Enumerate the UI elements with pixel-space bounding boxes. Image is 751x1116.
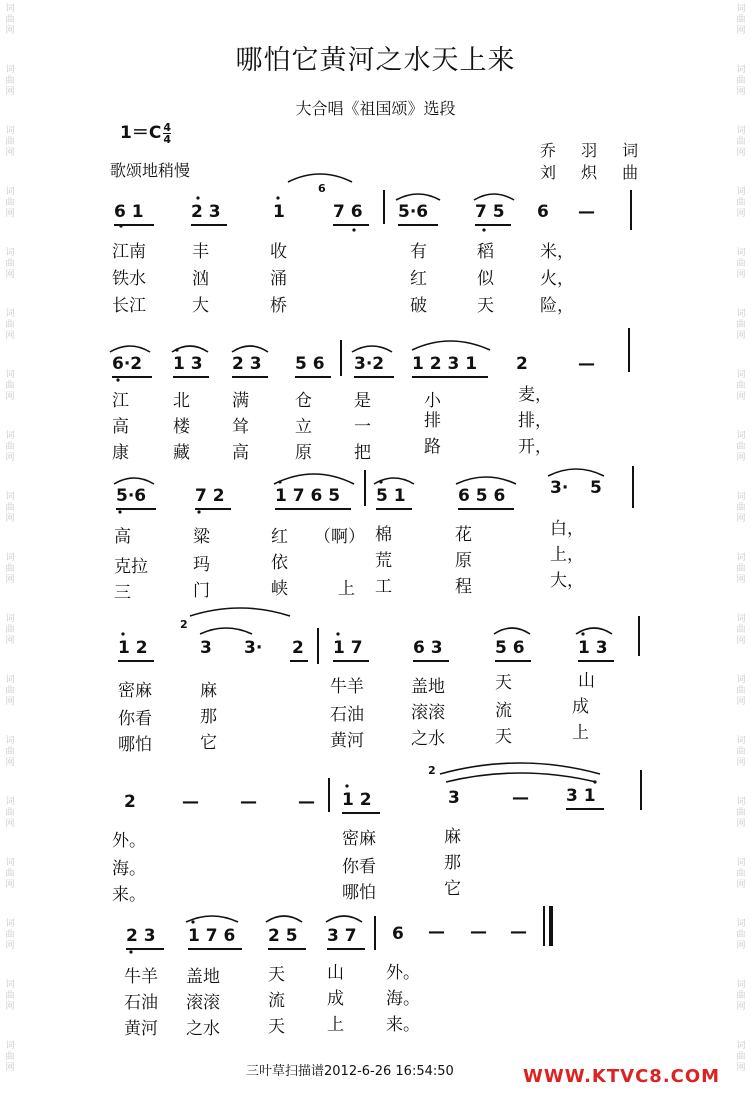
note-group: 5 6 [495,638,525,658]
time-top: 4 [163,120,171,134]
dash: — [182,792,199,812]
watermark-mark: 词 曲 网 [736,919,746,951]
dash: — [512,788,529,808]
underline [290,660,308,662]
watermark-mark: 词 曲 网 [5,492,15,524]
slur [266,916,302,922]
underline [413,660,449,662]
lyric: 火， [540,269,574,289]
lyric: 外。 [386,963,420,983]
slur [190,608,290,616]
slur [440,763,600,774]
tempo-marking: 歌颂地稍慢 [110,161,191,180]
lyric: 天 [495,727,512,747]
lyric: 黄河 [124,1019,158,1039]
note-group: 2 [516,354,528,374]
octave-dot [118,510,121,513]
underline [268,948,306,950]
underline [333,660,369,662]
slur [396,194,440,200]
lyric: 高 [114,527,131,547]
underline [112,376,152,378]
underline [342,812,380,814]
composer-credit: 刘 炽 曲 [540,163,649,182]
octave-dot [336,632,339,635]
lyric: 牛羊 [124,967,158,987]
slur [412,341,490,350]
lyric: 长江 [112,296,146,316]
note-group: 1 3 [578,638,608,658]
underline [191,224,227,226]
underline [232,376,268,378]
lyric: 排 [424,411,441,431]
lyric: 工 [375,577,392,597]
note-group: 1 3 [173,354,203,374]
barline [383,190,385,224]
dash: — [428,922,445,942]
note-group: 7 6 [333,202,363,222]
lyric: 黄河 [330,731,364,751]
dash: — [298,792,315,812]
page-title: 哪怕它黄河之水天上来 [235,45,516,76]
slur [494,628,530,634]
lyric: 盖地 [411,677,445,697]
slur [186,916,238,922]
watermark-mark: 词 曲 网 [5,1041,15,1073]
lyric: 海。 [112,859,146,879]
note-group: 3 1 [566,786,596,806]
lyric: 依 [271,553,288,573]
lyric: 玛 [193,555,210,575]
lyric: 收 [270,242,287,262]
lyric: 高 [112,417,129,437]
lyric: 桥 [270,296,287,316]
watermark-mark: 词 曲 网 [736,309,746,341]
slur [352,346,392,352]
note-group: 6 5 6 [458,486,506,506]
lyric: 险， [540,296,574,316]
lyric: 康 [112,443,129,463]
lyric: 牛羊 [330,677,364,697]
lyric: 把 [354,443,371,463]
watermark-mark: 词 曲 网 [5,248,15,280]
barline [317,628,319,664]
octave-dot [175,348,178,351]
underline [578,660,614,662]
watermark-mark: 词 曲 网 [736,675,746,707]
note-group: 6 [392,924,404,944]
lyric: 上 [572,723,589,743]
dash: — [578,202,595,222]
note-group: 2 3 [191,202,221,222]
barline [640,770,642,810]
lyric: 白， [550,519,584,539]
note-group: 5 1 [376,486,406,506]
lyric: 上， [550,545,584,565]
slur [374,478,414,484]
lyric: 原 [295,443,312,463]
lyric: 那 [200,707,217,727]
underline [495,660,531,662]
lyric: 麦， [518,385,552,405]
watermark-mark: 词 曲 网 [736,980,746,1012]
lyric: 粱 [193,527,210,547]
lyric: 一 [354,417,371,437]
lyric: 密麻 [342,829,376,849]
octave-dot [379,480,382,483]
lyric: 成 [572,697,589,717]
note-group: 1 7 6 5 [275,486,341,506]
lyric: 山 [578,671,595,691]
watermark-mark: 词 曲 网 [5,858,15,890]
slur [232,346,268,352]
note-group: 3·2 [354,354,385,374]
lyric: 峡 [271,579,288,599]
octave-dot [593,780,596,783]
note-group: 2 [292,638,304,658]
underline [173,376,209,378]
lyric: 滚滚 [411,703,445,723]
lyric: 麻 [444,827,461,847]
lyric: 似 [477,269,494,289]
lyric: 江南 [112,242,146,262]
key-label: 1＝C [120,123,162,143]
watermark-mark: 词 曲 网 [5,65,15,97]
note-group: 7 2 [195,486,225,506]
watermark-mark: 词 曲 网 [736,65,746,97]
lyric: 之水 [186,1019,220,1039]
note-group: 1 [273,202,285,222]
lyric: 汹 [192,269,209,289]
scan-credit: 三叶草扫描谱2012-6-26 16:54:50 [246,1064,454,1079]
slur [548,469,604,476]
lyric: 密麻 [118,681,152,701]
barline [364,470,366,506]
underline [475,224,511,226]
note-group: 5 [590,478,602,498]
watermark-mark: 词 曲 网 [736,797,746,829]
watermark-mark: 词 曲 网 [736,187,746,219]
lyric: 稻 [477,242,494,262]
barline [340,340,342,376]
octave-dot [482,228,485,231]
octave-dot [116,378,119,381]
octave-dot [191,920,194,923]
lyric: 仓 [295,391,312,411]
octave-dot [345,784,348,787]
lyric: 原 [455,551,472,571]
lyric: 你看 [118,709,152,729]
watermark-mark: 词 曲 网 [5,4,15,36]
note-group: 6·2 [112,354,143,374]
note-group: 3 [200,638,212,658]
lyric: 流 [268,991,285,1011]
watermark-mark: 词 曲 网 [5,919,15,951]
underline [458,508,514,510]
lyric: 开， [518,437,552,457]
lyric: 它 [200,733,217,753]
watermark-mark: 词 曲 网 [5,431,15,463]
watermark-mark: 词 曲 网 [736,431,746,463]
note-group: 1 2 3 1 [412,354,478,374]
note-group: 5 6 [295,354,325,374]
underline [376,508,412,510]
octave-dot [196,196,199,199]
barline [638,616,640,656]
watermark-mark: 词 曲 网 [5,797,15,829]
slur [474,194,514,200]
octave-dot [581,632,584,635]
note-group: 5·6 [398,202,429,222]
lyric: 门 [193,581,210,601]
lyric: 山 [327,963,344,983]
underline [195,508,231,510]
lyric: 石油 [124,993,158,1013]
watermark-mark: 词 曲 网 [5,187,15,219]
lyric: 那 [444,853,461,873]
lyric: 红 [271,527,288,547]
watermark-mark: 词 曲 网 [736,553,746,585]
dash: — [240,792,257,812]
watermark-mark: 词 曲 网 [5,614,15,646]
watermark-right [733,0,749,1116]
note-group: 1 2 [118,638,148,658]
lyric: 三 [114,583,131,603]
lyric: （啊） [314,527,365,547]
slur [114,478,154,484]
lyric: 荒 [375,551,392,571]
lyric: 流 [495,701,512,721]
underline [398,224,438,226]
note-group: 5·6 [116,486,147,506]
lyric: 北 [173,391,190,411]
grace-note: 6 [318,182,326,195]
note-group: 6 [537,202,549,222]
underline [118,660,154,662]
final-barline-thick [549,906,553,946]
lyric: 天 [268,965,285,985]
octave-dot [129,950,132,953]
slur [110,346,150,352]
page-subtitle: 大合唱《祖国颂》选段 [295,99,456,118]
underline [295,376,331,378]
lyric: 立 [295,417,312,437]
lyric: 高 [232,443,249,463]
lyric: 是 [354,391,371,411]
octave-dot [197,510,200,513]
underline [327,948,365,950]
slur [446,773,596,782]
lyric: 哪怕 [342,883,376,903]
underline [333,224,369,226]
lyric: 耸 [232,417,249,437]
time-signature [163,122,171,145]
lyric: 涌 [270,269,287,289]
octave-dot [276,196,279,199]
lyric: 排， [518,411,552,431]
note-group: 2 3 [126,926,156,946]
watermark-mark: 词 曲 网 [5,736,15,768]
lyric: 天 [268,1017,285,1037]
slur [274,474,354,484]
note-group: 2 [124,792,136,812]
watermark-mark: 词 曲 网 [5,553,15,585]
underline [188,948,242,950]
note-group: 7 5 [475,202,505,222]
underline [114,224,154,226]
watermark-left [2,0,18,1116]
slur [576,628,612,634]
underline [126,948,164,950]
time-bottom: 4 [163,132,171,146]
slur [456,477,516,484]
watermark-mark: 词 曲 网 [736,4,746,36]
lyric: 你看 [342,857,376,877]
underline [566,808,604,810]
watermark-mark: 词 曲 网 [5,309,15,341]
lyric: 之水 [411,729,445,749]
watermark-mark: 词 曲 网 [736,614,746,646]
slur [172,346,208,352]
watermark-mark: 词 曲 网 [5,370,15,402]
barline [374,916,376,950]
lyric: 海。 [386,989,420,1009]
lyric: 大 [192,296,209,316]
note-group: 3 7 [327,926,357,946]
note-group: 3 [448,788,460,808]
watermark-mark: 词 曲 网 [5,126,15,158]
lyric: 它 [444,879,461,899]
lyric: 米， [540,242,574,262]
note-group: 1 7 [333,638,363,658]
slur [326,916,362,922]
watermark-mark: 词 曲 网 [5,980,15,1012]
lyric: 楼 [173,417,190,437]
note-group: 2 5 [268,926,298,946]
note-group: 3· [550,478,569,498]
octave-dot [121,632,124,635]
note-group: 6 1 [114,202,144,222]
lyric: 红 [410,269,427,289]
watermark-mark: 词 曲 网 [736,126,746,158]
lyric: 来。 [386,1015,420,1035]
key-signature [120,118,171,145]
underline [116,508,156,510]
grace-note: 2 [180,618,188,631]
lyric: 上 [327,1015,344,1035]
underline [354,376,394,378]
lyric: 天 [477,296,494,316]
barline [628,328,630,372]
lyric: 满 [232,391,249,411]
lyric: 盖地 [186,967,220,987]
note-group: 6 3 [413,638,443,658]
lyric: 哪怕 [118,735,152,755]
lyric: 破 [410,296,427,316]
slur [200,628,252,634]
site-logo[interactable]: WWW.KTVC8.COM [523,1066,721,1087]
barline [630,190,632,230]
underline [412,376,488,378]
watermark-mark: 词 曲 网 [736,1041,746,1073]
lyric: 石油 [330,705,364,725]
watermark-mark: 词 曲 网 [736,858,746,890]
lyric: 路 [424,437,441,457]
lyric: 来。 [112,885,146,905]
lyric: 程 [455,577,472,597]
lyric: 小 [424,391,441,411]
lyric: 大， [550,571,584,591]
lyric: 滚滚 [186,993,220,1013]
note-group: 1 2 [342,790,372,810]
lyric: 克拉 [114,557,148,577]
watermark-mark: 词 曲 网 [736,492,746,524]
watermark-mark: 词 曲 网 [5,675,15,707]
lyric: 藏 [173,443,190,463]
barline [632,466,634,508]
lyric: 麻 [200,681,217,701]
octave-dot [278,480,281,483]
watermark-mark: 词 曲 网 [736,370,746,402]
lyric: 上 [338,579,355,599]
dash: — [470,922,487,942]
barline [328,778,330,812]
lyric: 有 [410,242,427,262]
octave-dot [352,228,355,231]
lyric: 花 [455,525,472,545]
final-barline-thin [543,906,545,946]
slur [288,174,352,182]
watermark-mark: 词 曲 网 [736,248,746,280]
lyric: 铁水 [112,269,146,289]
lyric: 江 [112,391,129,411]
watermark-mark: 词 曲 网 [736,736,746,768]
lyric: 外。 [112,831,146,851]
lyric: 天 [495,673,512,693]
lyric: 棉 [375,525,392,545]
note-group: 2 3 [232,354,262,374]
dash: — [510,922,527,942]
note-group: 1 7 6 [188,926,236,946]
grace-note: 2 [428,764,436,777]
underline [275,508,351,510]
lyric: 丰 [192,242,209,262]
note-group: 3· [244,638,263,658]
lyric: 成 [327,989,344,1009]
lyricist-credit: 乔 羽 词 [540,141,649,160]
dash: — [578,354,595,374]
